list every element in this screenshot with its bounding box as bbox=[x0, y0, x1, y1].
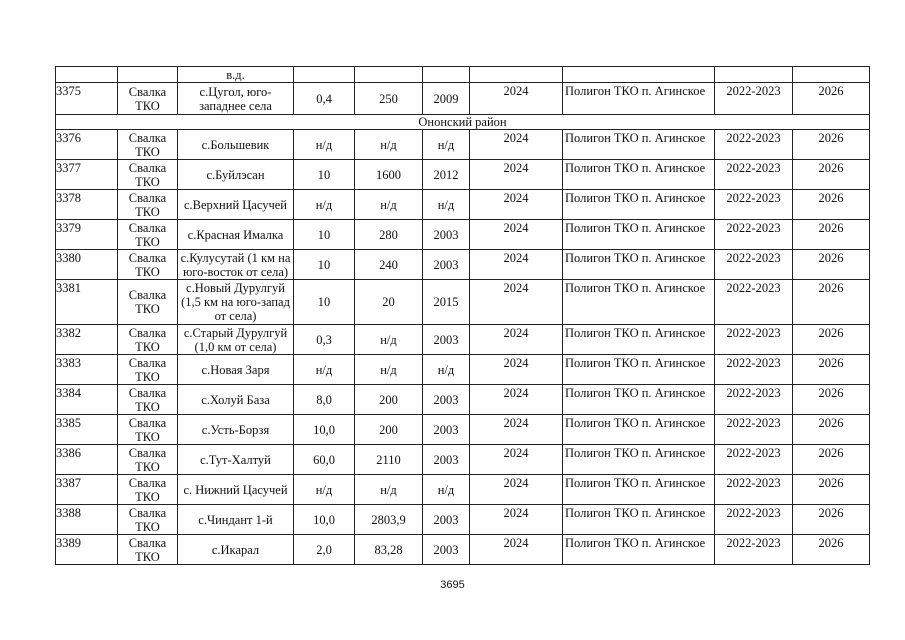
row-number: 3376 bbox=[56, 130, 118, 160]
year: 2003 bbox=[423, 415, 470, 445]
year: н/д bbox=[423, 355, 470, 385]
object-type: Свалка ТКО bbox=[118, 415, 178, 445]
table-row bbox=[56, 250, 870, 280]
year: н/д bbox=[423, 475, 470, 505]
row-number: 3381 bbox=[56, 280, 118, 325]
district-heading: Ононский район bbox=[56, 115, 870, 130]
polygon: Полигон ТКО п. Агинское bbox=[563, 130, 715, 160]
object-type: Свалка ТКО bbox=[118, 220, 178, 250]
table-row bbox=[56, 535, 870, 565]
deadline: 2024 bbox=[470, 505, 563, 535]
area: 10 bbox=[294, 160, 355, 190]
period: 2022-2023 bbox=[715, 505, 793, 535]
location: с.Верхний Цасучей bbox=[178, 190, 294, 220]
area: н/д bbox=[294, 355, 355, 385]
object-type: Свалка ТКО bbox=[118, 130, 178, 160]
polygon: Полигон ТКО п. Агинское bbox=[563, 445, 715, 475]
year: 2012 bbox=[423, 160, 470, 190]
volume: 2110 bbox=[355, 445, 423, 475]
end-year: 2026 bbox=[793, 535, 870, 565]
object-type: Свалка ТКО bbox=[118, 535, 178, 565]
volume: н/д bbox=[355, 475, 423, 505]
polygon: Полигон ТКО п. Агинское bbox=[563, 83, 715, 115]
end-year: 2026 bbox=[793, 505, 870, 535]
row-number: 3378 bbox=[56, 190, 118, 220]
period: 2022-2023 bbox=[715, 250, 793, 280]
period: 2022-2023 bbox=[715, 355, 793, 385]
polygon: Полигон ТКО п. Агинское bbox=[563, 190, 715, 220]
deadline bbox=[470, 67, 563, 83]
volume: н/д bbox=[355, 325, 423, 355]
polygon: Полигон ТКО п. Агинское bbox=[563, 160, 715, 190]
object-type: Свалка ТКО bbox=[118, 355, 178, 385]
polygon bbox=[563, 67, 715, 83]
volume: 240 bbox=[355, 250, 423, 280]
volume: 2803,9 bbox=[355, 505, 423, 535]
volume: н/д bbox=[355, 130, 423, 160]
location: с.Большевик bbox=[178, 130, 294, 160]
table-row bbox=[56, 505, 870, 535]
table-row bbox=[56, 130, 870, 160]
row-number: 3377 bbox=[56, 160, 118, 190]
location: с.Чиндант 1-й bbox=[178, 505, 294, 535]
year: 2003 bbox=[423, 325, 470, 355]
year: 2003 bbox=[423, 505, 470, 535]
end-year bbox=[793, 67, 870, 83]
object-type: Свалка ТКО bbox=[118, 250, 178, 280]
period: 2022-2023 bbox=[715, 415, 793, 445]
table-row bbox=[56, 325, 870, 355]
period: 2022-2023 bbox=[715, 475, 793, 505]
row-number: 3388 bbox=[56, 505, 118, 535]
end-year: 2026 bbox=[793, 130, 870, 160]
row-number: 3384 bbox=[56, 385, 118, 415]
volume: 1600 bbox=[355, 160, 423, 190]
period: 2022-2023 bbox=[715, 83, 793, 115]
location: с.Холуй База bbox=[178, 385, 294, 415]
end-year: 2026 bbox=[793, 280, 870, 325]
year: 2003 bbox=[423, 250, 470, 280]
end-year: 2026 bbox=[793, 385, 870, 415]
object-type bbox=[118, 67, 178, 83]
landfill-registry-table bbox=[55, 66, 870, 565]
period bbox=[715, 67, 793, 83]
deadline: 2024 bbox=[470, 445, 563, 475]
table-row bbox=[56, 67, 870, 83]
location: с.Тут-Халтуй bbox=[178, 445, 294, 475]
area: 8,0 bbox=[294, 385, 355, 415]
year: 2003 bbox=[423, 385, 470, 415]
table-row bbox=[56, 190, 870, 220]
district-rows bbox=[56, 130, 870, 565]
period: 2022-2023 bbox=[715, 280, 793, 325]
area bbox=[294, 67, 355, 83]
deadline: 2024 bbox=[470, 280, 563, 325]
location: с.Усть-Борзя bbox=[178, 415, 294, 445]
year: н/д bbox=[423, 190, 470, 220]
end-year: 2026 bbox=[793, 325, 870, 355]
area: 10,0 bbox=[294, 505, 355, 535]
location: с.Старый Дурулгуй (1,0 км от села) bbox=[178, 325, 294, 355]
area: 2,0 bbox=[294, 535, 355, 565]
year: 2003 bbox=[423, 220, 470, 250]
location: с.Новый Дурулгуй (1,5 км на юго-запад от села) bbox=[178, 280, 294, 325]
area: 0,3 bbox=[294, 325, 355, 355]
deadline: 2024 bbox=[470, 415, 563, 445]
table-row bbox=[56, 220, 870, 250]
polygon: Полигон ТКО п. Агинское bbox=[563, 535, 715, 565]
deadline: 2024 bbox=[470, 475, 563, 505]
period: 2022-2023 bbox=[715, 535, 793, 565]
polygon: Полигон ТКО п. Агинское bbox=[563, 250, 715, 280]
polygon: Полигон ТКО п. Агинское bbox=[563, 220, 715, 250]
end-year: 2026 bbox=[793, 475, 870, 505]
deadline: 2024 bbox=[470, 535, 563, 565]
period: 2022-2023 bbox=[715, 130, 793, 160]
area: 10 bbox=[294, 220, 355, 250]
object-type: Свалка ТКО bbox=[118, 385, 178, 415]
volume: 250 bbox=[355, 83, 423, 115]
row-number: 3383 bbox=[56, 355, 118, 385]
table-row bbox=[56, 385, 870, 415]
period: 2022-2023 bbox=[715, 160, 793, 190]
end-year: 2026 bbox=[793, 220, 870, 250]
row-number: 3382 bbox=[56, 325, 118, 355]
volume: н/д bbox=[355, 190, 423, 220]
row-number bbox=[56, 67, 118, 83]
volume bbox=[355, 67, 423, 83]
row-number: 3379 bbox=[56, 220, 118, 250]
polygon: Полигон ТКО п. Агинское bbox=[563, 325, 715, 355]
deadline: 2024 bbox=[470, 325, 563, 355]
location: с.Буйлэсан bbox=[178, 160, 294, 190]
polygon: Полигон ТКО п. Агинское bbox=[563, 355, 715, 385]
end-year: 2026 bbox=[793, 250, 870, 280]
volume: 280 bbox=[355, 220, 423, 250]
year: 2003 bbox=[423, 535, 470, 565]
end-year: 2026 bbox=[793, 355, 870, 385]
volume: 200 bbox=[355, 385, 423, 415]
row-number: 3375 bbox=[56, 83, 118, 115]
page-number: 3695 bbox=[440, 579, 465, 591]
table-row bbox=[56, 160, 870, 190]
volume: 200 bbox=[355, 415, 423, 445]
year: 2003 bbox=[423, 445, 470, 475]
period: 2022-2023 bbox=[715, 385, 793, 415]
object-type: Свалка ТКО bbox=[118, 280, 178, 325]
deadline: 2024 bbox=[470, 385, 563, 415]
area: н/д bbox=[294, 190, 355, 220]
polygon: Полигон ТКО п. Агинское bbox=[563, 475, 715, 505]
deadline: 2024 bbox=[470, 250, 563, 280]
deadline: 2024 bbox=[470, 83, 563, 115]
row-number: 3387 bbox=[56, 475, 118, 505]
end-year: 2026 bbox=[793, 190, 870, 220]
end-year: 2026 bbox=[793, 415, 870, 445]
area: н/д bbox=[294, 475, 355, 505]
object-type: Свалка ТКО bbox=[118, 475, 178, 505]
period: 2022-2023 bbox=[715, 325, 793, 355]
area: 60,0 bbox=[294, 445, 355, 475]
location: с.Икарал bbox=[178, 535, 294, 565]
volume: 20 bbox=[355, 280, 423, 325]
volume: н/д bbox=[355, 355, 423, 385]
period: 2022-2023 bbox=[715, 190, 793, 220]
row-number: 3389 bbox=[56, 535, 118, 565]
location: в.д. bbox=[178, 67, 294, 83]
area: 10,0 bbox=[294, 415, 355, 445]
period: 2022-2023 bbox=[715, 220, 793, 250]
object-type: Свалка ТКО bbox=[118, 160, 178, 190]
district-row bbox=[56, 115, 870, 130]
table-row bbox=[56, 475, 870, 505]
polygon: Полигон ТКО п. Агинское bbox=[563, 280, 715, 325]
deadline: 2024 bbox=[470, 190, 563, 220]
deadline: 2024 bbox=[470, 355, 563, 385]
deadline: 2024 bbox=[470, 160, 563, 190]
area: 10 bbox=[294, 250, 355, 280]
table-row bbox=[56, 280, 870, 325]
location: с. Нижний Цасучей bbox=[178, 475, 294, 505]
deadline: 2024 bbox=[470, 130, 563, 160]
polygon: Полигон ТКО п. Агинское bbox=[563, 415, 715, 445]
object-type: Свалка ТКО bbox=[118, 325, 178, 355]
year: 2009 bbox=[423, 83, 470, 115]
polygon: Полигон ТКО п. Агинское bbox=[563, 505, 715, 535]
year: н/д bbox=[423, 130, 470, 160]
deadline: 2024 bbox=[470, 220, 563, 250]
period: 2022-2023 bbox=[715, 445, 793, 475]
polygon: Полигон ТКО п. Агинское bbox=[563, 385, 715, 415]
table-row bbox=[56, 83, 870, 115]
row-number: 3380 bbox=[56, 250, 118, 280]
table-row bbox=[56, 415, 870, 445]
volume: 83,28 bbox=[355, 535, 423, 565]
location: с.Цугол, юго-западнее села bbox=[178, 83, 294, 115]
end-year: 2026 bbox=[793, 445, 870, 475]
area: 10 bbox=[294, 280, 355, 325]
row-number: 3386 bbox=[56, 445, 118, 475]
location: с.Новая Заря bbox=[178, 355, 294, 385]
end-year: 2026 bbox=[793, 160, 870, 190]
location: с.Кулусутай (1 км на юго-восток от села) bbox=[178, 250, 294, 280]
end-year: 2026 bbox=[793, 83, 870, 115]
row-number: 3385 bbox=[56, 415, 118, 445]
location: с.Красная Ималка bbox=[178, 220, 294, 250]
object-type: Свалка ТКО bbox=[118, 190, 178, 220]
year: 2015 bbox=[423, 280, 470, 325]
object-type: Свалка ТКО bbox=[118, 445, 178, 475]
object-type: Свалка ТКО bbox=[118, 83, 178, 115]
table-row bbox=[56, 355, 870, 385]
table-row bbox=[56, 445, 870, 475]
area: 0,4 bbox=[294, 83, 355, 115]
object-type: Свалка ТКО bbox=[118, 505, 178, 535]
year bbox=[423, 67, 470, 83]
area: н/д bbox=[294, 130, 355, 160]
